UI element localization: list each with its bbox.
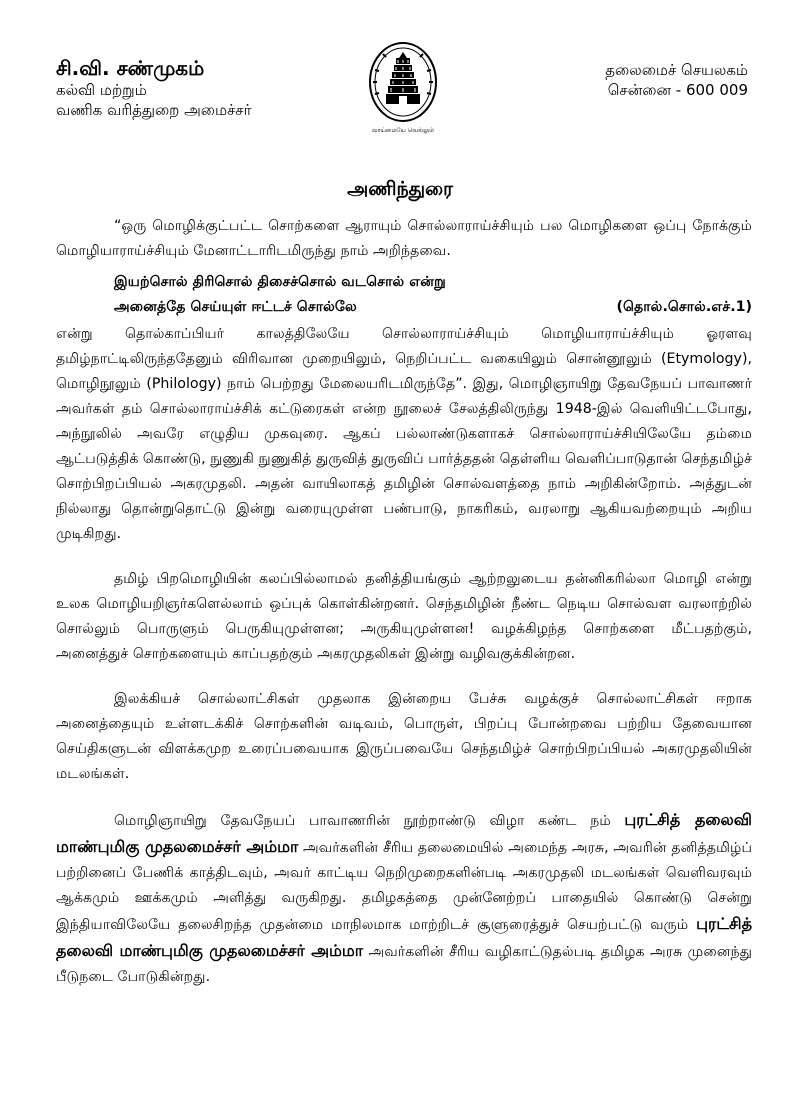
verse-block bbox=[114, 270, 752, 320]
chief-minister-title-2: புரட்சித் தலைவி மாண்புமிகு முதலமைச்சர் அம்மா bbox=[56, 914, 752, 960]
verse-line-2: அனைத்தே செய்யுள் ஈட்டச் சொல்லே bbox=[114, 299, 357, 315]
paragraph-4 bbox=[56, 807, 752, 990]
paragraph-2: தமிழ் பிறமொழியின் கலப்பில்லாமல் தனித்தியங்கும் ஆற்றலுடைய தன்னிகரில்லா மொழி என்று உலக மொழியறிஞர்களெல்லாம் ஒப்புக் கொள்கின்றனர். செந்தமிழின் நீண்ட நெடிய சொல்வள வரலாற்றில் சொல்லும் பொருளும் பெருகியுமுள்ளன; அருகியுமுள்ளன! வழக்கிழந்த சொற்களை மீட்பதற்கும், அனைத்துச் சொற்களையும் காப்பதற்கும் அகரமுதலிகள் இன்று வழிவகுக்கின்றன. bbox=[56, 571, 752, 662]
paragraph-1: என்று தொல்காப்பியர் காலத்திலேயே சொல்லாராய்ச்சியும் மொழியாராய்ச்சியும் ஓரளவு தமிழ்நாட்டிலிருந்ததேனும் விரிவான முறையிலும், நெறிப்பட்ட வகையிலும் சொன்னூலும் (Etymology), மொழிநூலும் (Philology) நாம் பெற்றது மேலையரிடமிருந்தே”. இது, மொழிஞாயிறு தேவநேயப் பாவாணர் அவர்கள் தம் சொல்லாராய்ச்சிக் கட்டுரைகள் என்ற நூலைச் சேலத்திலிருந்து 1948-இல் வெளியிட்டபோது, அந்நூலில் அவரே எழுதிய முகவுரை. ஆகப் பல்லாண்டுகளாகச் சொல்லாராய்ச்சியிலேயே தம்மை ஆட்படுத்திக் கொண்டு, நுணுகி நுணுகித் துருவித் துருவிப் பார்த்ததன் தெள்ளிய வெளிப்பாடுதான் செந்தமிழ்ச் சொற்பிறப்பியல் அகரமுதலி. அதன் வாயிலாகத் தமிழின் சொல்வளத்தை நாம் அறிகின்றோம். அத்துடன் நில்லாது தொன்றுதொட்டு இன்று வரையுமுள்ள பண்பாடு, நாகரிகம், வரலாறு ஆகியவற்றையும் அறிய முடிகிறது. bbox=[56, 326, 752, 542]
foreword-body bbox=[56, 214, 752, 1010]
office-block bbox=[508, 60, 748, 100]
verse-line-1: இயற்சொல் திரிசொல் திசைச்சொல் வடசொல் என்று bbox=[114, 274, 446, 290]
chief-minister-title-1: புரட்சித் தலைவி மாண்புமிகு முதலமைச்சர் அம்மா bbox=[56, 810, 752, 856]
paragraph-3: இலக்கியச் சொல்லாட்சிகள் முதலாக இன்றைய பேச்சு வழக்குச் சொல்லாட்சிகள் ஈறாக அனைத்தையும் உள்ளடக்கிச் சொற்களின் வடிவம், பொருள், பிறப்பு போன்றவை பற்றிய தேவையான செய்திகளுடன் விளக்கமுற உரைப்பவையாக இருப்பவையே செந்தமிழ்ச் சொற்பிறப்பியல் அகரமுதலியின் மடலங்கள். bbox=[56, 691, 752, 782]
opening-quote: “ஒரு மொழிக்குட்பட்ட சொற்களை ஆராயும் சொல்லாராய்ச்சியும் பல மொழிகளை ஒப்பு நோக்கும் மொழியாராய்ச்சியும் மேனாட்டாரிடமிருந்து நாம் அறிந்தவை. bbox=[56, 218, 752, 259]
page-title: அணிந்துரை bbox=[347, 178, 453, 200]
minister-title-line-1: கல்வி மற்றும் bbox=[56, 81, 147, 99]
minister-title-line-2: வணிக வரித்துறை அமைச்சர் bbox=[56, 101, 252, 119]
office-line-1: தலைமைச் செயலகம் bbox=[605, 61, 748, 79]
tamil-nadu-emblem-icon bbox=[366, 40, 440, 138]
paragraph-4-text-e: அவர்களின் சீரிய வழிகாட்டுதல்படி தமிழக அரசு முனைந்து பீடுநடை போடுகின்றது. bbox=[56, 944, 752, 985]
office-line-2: சென்னை - 600 009 bbox=[607, 81, 748, 99]
minister-block bbox=[56, 56, 316, 120]
emblem-motto: வாய்மையே வெல்லும் bbox=[371, 127, 435, 134]
paragraph-4-text-c: அவர்களின் சீரிய தலைமையில் அமைந்த அரசு, அவரின் தனித்தமிழ்ப் பற்றினைப் பேணிக் காத்திடவும், அவர் காட்டிய நெறிமுறைகளின்படி அகரமுதலி மடலங்கள் வெளிவரவும் ஆக்கமும் ஊக்கமும் அளித்து வருகிறது. தமிழகத்தை முன்னேற்றப் பாதையில் கொண்டு சென்று இந்தியாவிலேயே தலைசிறந்த முதன்மை மாநிலமாக மாற்றிடச் சூளுரைத்துச் செயற்பட்டு வரும் bbox=[56, 840, 753, 933]
verse-citation: (தொல்.சொல்.எச்.1) bbox=[616, 299, 752, 315]
paragraph-4-text-a: மொழிஞாயிறு தேவநேயப் பாவாணரின் நூற்றாண்டு விழா கண்ட நம் bbox=[114, 813, 625, 829]
minister-name: சி.வி. சண்முகம் bbox=[56, 56, 205, 80]
